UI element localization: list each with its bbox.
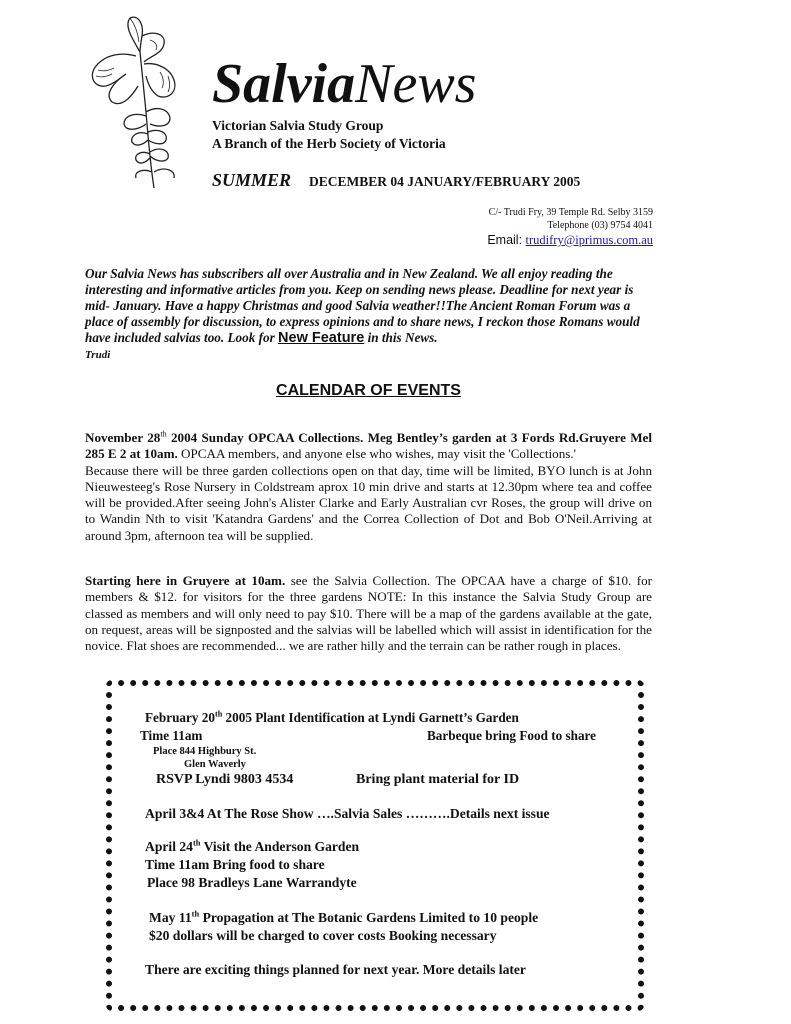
box-april24 [145,839,359,855]
event2-text: see the Salvia Collection. The OPCAA have a charge of $10. for members & $12. for visitors for the three gardens NOTE: In this instance the Salvia Study Group are classed as members and will only need to pay $10. There will be a map of the gardens available at the gate, on request, areas will be signposted and the salvias will be labelled which will assist in identification for the novice. Flat shoes are recommended... we are rather hilly and the terrain can be rather rough in places. [85,573,652,654]
april24-title: Visit the Anderson Garden [203,839,360,854]
feb-date: February 20 [145,710,215,725]
intro-signature: Trudi [85,349,111,361]
may-title: Propagation at The Botanic Gardens Limited to 10 people [202,910,539,925]
masthead-title [212,48,476,120]
box-place2: Glen Waverly [184,759,246,770]
contact-telephone: Telephone (03) 9754 4041 [547,220,653,231]
subtitle-branch: A Branch of the Herb Society of Victoria [212,136,446,151]
event1-date: November 28 [85,430,161,445]
box-may [149,910,538,926]
intro-paragraph [85,266,655,363]
feb-suffix: th [214,709,223,719]
subtitle-group: Victorian Salvia Study Group [212,118,384,133]
april24-suffix: th [192,837,201,848]
box-april24-time: Time 11am Bring food to share [145,857,325,872]
box-february [145,710,519,726]
box-bring-id: Bring plant material for ID [356,772,520,787]
email-link[interactable]: trudifry@iprimus.com.au [525,233,653,247]
issue-dates: DECEMBER 04 JANUARY/FEBRUARY 2005 [309,174,581,189]
contact-address: C/- Trudi Fry, 39 Temple Rd. Selby 3159 [488,207,653,218]
box-april3: April 3&4 At The Rose Show ….Salvia Sales ……….Details next issue [145,806,550,821]
box-bbq: Barbeque bring Food to share [427,728,597,743]
feb-title: 2005 Plant Identification at Lyndi Garnett’s Garden [225,710,519,725]
box-rsvp: RSVP Lyndi 9803 4534 [156,772,294,787]
salvia-flower-logo [84,12,204,190]
event1-date-suffix: th [160,429,167,439]
new-feature-label: New Feature [278,330,365,346]
title-news: News [355,53,477,115]
event1-detail: Because there will be three garden collections open on that day, time will be limited, BYO lunch is at John Nieuwesteeg's Rose Nursery in Coldstream aprox 10 min drive and starts at 12.30pm where tea and coffee will be provided.After seeing John's Alister Clarke and Early Australian cvr Roses, the group will drive on to Wandin Nth to visit 'Katandra Gardens' and the Correa Collection of Dot and Bob O'Neil.Arriving at around 3pm, afternoon tea will be supplied. [85,462,652,543]
april24-date: April 24 [145,839,193,854]
title-salvia: Salvia [212,53,356,115]
email-label: Email: [487,233,523,247]
box-place1: Place 844 Highbury St. [153,746,257,757]
box-may-cost: $20 dollars will be charged to cover costs Booking necessary [149,928,497,943]
box-closing: There are exciting things planned for next year. More details later [145,962,526,977]
calendar-heading: CALENDAR OF EVENTS [276,382,461,399]
event-gruyere [85,573,652,654]
issue-season: SUMMER [212,170,292,190]
issue-line [212,170,580,191]
event-november [85,430,652,544]
event1-heading: 2004 Sunday OPCAA Collections. Meg Bentley’s garden at 3 Fords Rd.Gruyere Mel 285 E 2 at 10am. [85,430,653,462]
contact-email-row [487,233,653,248]
intro-after: in this News. [367,330,438,345]
box-time: Time 11am [140,728,203,743]
intro-text: Our Salvia News has subscribers all over Australia and in New Zealand. We all enjoy reading the interesting and informative articles from you. Keep on sending news please. Deadline for next year is mid- January. Have a happy Christmas and good Salvia weather!!The Ancient Roman Forum was a place of assembly for discussion, to express opinions and to share news, I reckon those Romans would have included salvias too. Look for [85,266,640,345]
event1-text: OPCAA members, and anyone else who wishes, may visit the 'Collections.' [181,446,576,462]
box-april24-place: Place 98 Bradleys Lane Warrandyte [147,875,357,890]
event2-heading: Starting here in Gruyere at 10am. [85,573,286,588]
may-date: May 11 [149,910,192,925]
may-suffix: th [191,908,200,919]
events-box [106,680,644,1011]
